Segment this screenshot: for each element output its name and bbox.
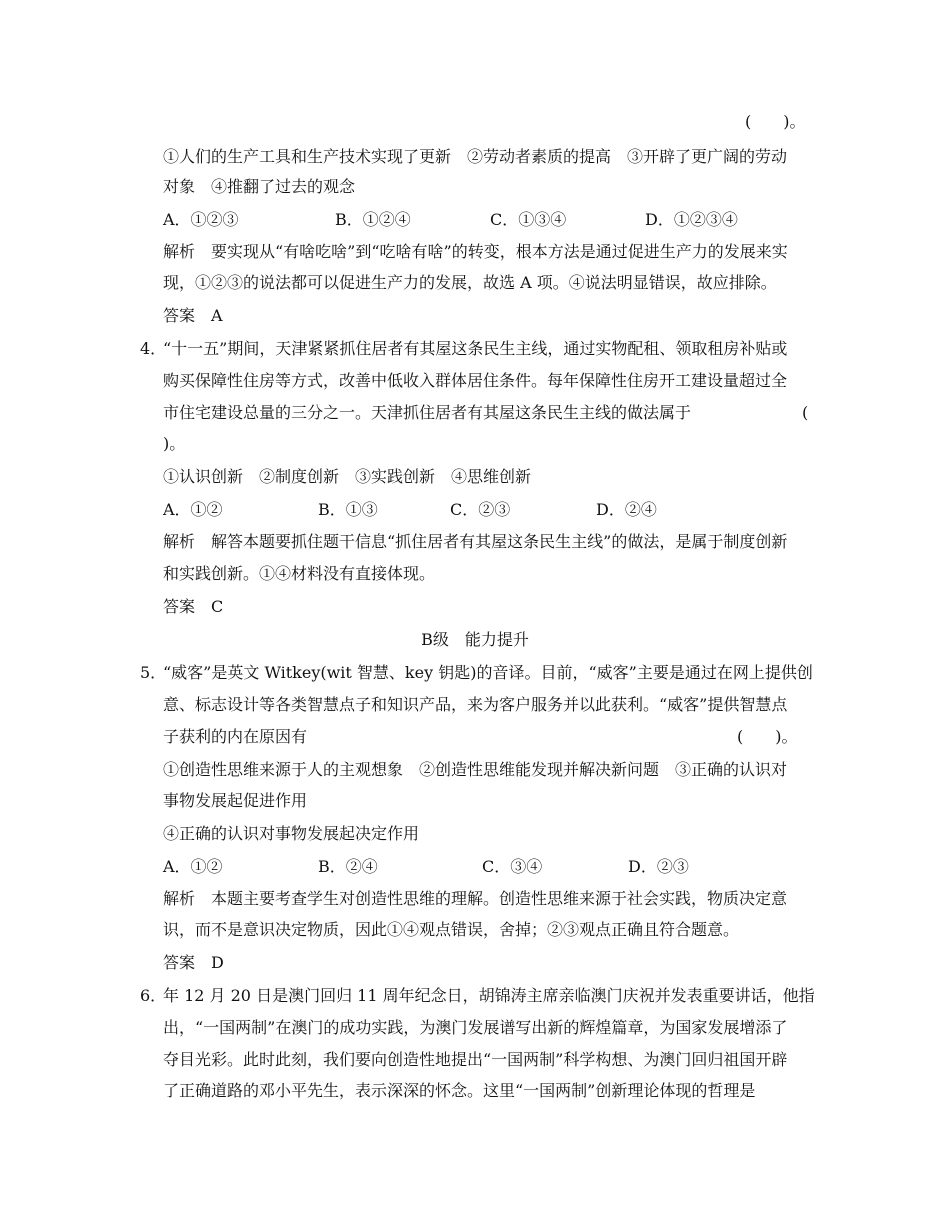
q5-stem-line-2: 意、标志设计等各类智慧点子和知识产品，来为客户服务并以此获利。“威客”提供智慧点 xyxy=(163,695,788,714)
q3-answer-paren: ( )。 xyxy=(745,112,806,131)
q5-analysis-line-2: 识，而不是意识决定物质，因此①④观点错误，舍掉；②③观点正确且符合题意。 xyxy=(163,920,740,939)
q4-number: 4． xyxy=(140,339,167,358)
q6-stem-line-3: 夺目光彩。此时此刻，我们要向创造性地提出“一国两制”科学构想、为澳门回归祖国开辟 xyxy=(163,1050,788,1069)
q5-analysis-line-1: 解析 本题主要考查学生对创造性思维的理解。创造性思维来源于社会实践，物质决定意 xyxy=(163,889,788,908)
q3-option-b: B．①②④ xyxy=(335,210,411,229)
q4-option-d: D．②④ xyxy=(596,500,657,519)
q4-analysis-line-1: 解析 解答本题要抓住题干信息“抓住居者有其屋这条民生主线”的做法，是属于制度创新 xyxy=(163,532,788,551)
q5-option-a: A．①② xyxy=(163,857,223,876)
q3-option-c: C．①③④ xyxy=(490,210,567,229)
q3-statement-line-1: ①人们的生产工具和生产技术实现了更新 ②劳动者素质的提高 ③开辟了更广阔的劳动 xyxy=(163,147,788,166)
q4-option-c: C．②③ xyxy=(450,500,511,519)
q3-option-d: D．①②③④ xyxy=(645,210,738,229)
q5-statement-line-2: 事物发展起促进作用 xyxy=(163,791,308,810)
q3-statement-line-2: 对象 ④推翻了过去的观念 xyxy=(163,177,356,196)
q5-stem-line-1: “威客”是英文 Witkey(wit 智慧、key 钥匙)的音译。目前，“威客”主要是通过在网上提供创 xyxy=(163,663,813,682)
q4-statement-line-1: ①认识创新 ②制度创新 ③实践创新 ④思维创新 xyxy=(163,467,532,486)
q5-stem-line-3: 子获利的内在原因有 xyxy=(163,727,308,746)
q6-stem-line-1: 年 12 月 20 日是澳门回归 11 周年纪念日，胡锦涛主席亲临澳门庆祝并发表重要讲话，他指 xyxy=(163,986,815,1005)
q3-option-a: A．①②③ xyxy=(163,210,239,229)
q4-stem-line-2: 购买保障性住房等方式，改善中低收入群体居住条件。每年保障性住房开工建设量超过全 xyxy=(163,371,788,390)
q5-option-b: B．②④ xyxy=(318,857,378,876)
q4-stem-line-3: 市住宅建设总量的三分之一。天津抓住居者有其屋这条民生主线的做法属于 xyxy=(163,403,692,422)
q4-analysis-line-2: 和实践创新。①④材料没有直接体现。 xyxy=(163,564,436,583)
q4-paren-open: ( xyxy=(802,403,809,422)
q5-number: 5． xyxy=(140,663,167,682)
q5-statement-line-1: ①创造性思维来源于人的主观想象 ②创造性思维能发现并解决新问题 ③正确的认识对 xyxy=(163,760,788,779)
q4-stem-line-1: “十一五”期间，天津紧紧抓住居者有其屋这条民生主线，通过实物配租、领取租房补贴或 xyxy=(163,339,788,358)
q4-answer: 答案 C xyxy=(163,597,224,616)
q6-stem-line-2: 出，“一国两制”在澳门的成功实践，为澳门发展谱写出新的辉煌篇章，为国家发展增添了 xyxy=(163,1018,788,1037)
q3-answer: 答案 A xyxy=(163,306,223,325)
section-title: B级 能力提升 xyxy=(421,630,529,649)
q5-statement-line-3: ④正确的认识对事物发展起决定作用 xyxy=(163,824,420,843)
q3-analysis-line-1: 解析 要实现从“有啥吃啥”到“吃啥有啥”的转变，根本方法是通过促进生产力的发展来实 xyxy=(163,242,788,261)
q5-answer: 答案 D xyxy=(163,953,224,972)
q6-number: 6． xyxy=(140,986,167,1005)
q3-analysis-line-2: 现，①②③的说法都可以促进生产力的发展，故选 A 项。④说法明显错误，故应排除。 xyxy=(163,273,777,292)
q5-option-d: D．②③ xyxy=(628,857,689,876)
q4-option-a: A．①② xyxy=(163,500,223,519)
q4-paren-close: )。 xyxy=(163,434,186,453)
q5-answer-paren: ( )。 xyxy=(737,727,798,746)
q6-stem-line-4: 了正确道路的邓小平先生，表示深深的怀念。这里“一国两制”创新理论体现的哲理是 xyxy=(163,1081,756,1100)
q5-option-c: C．③④ xyxy=(482,857,543,876)
q4-option-b: B．①③ xyxy=(318,500,378,519)
